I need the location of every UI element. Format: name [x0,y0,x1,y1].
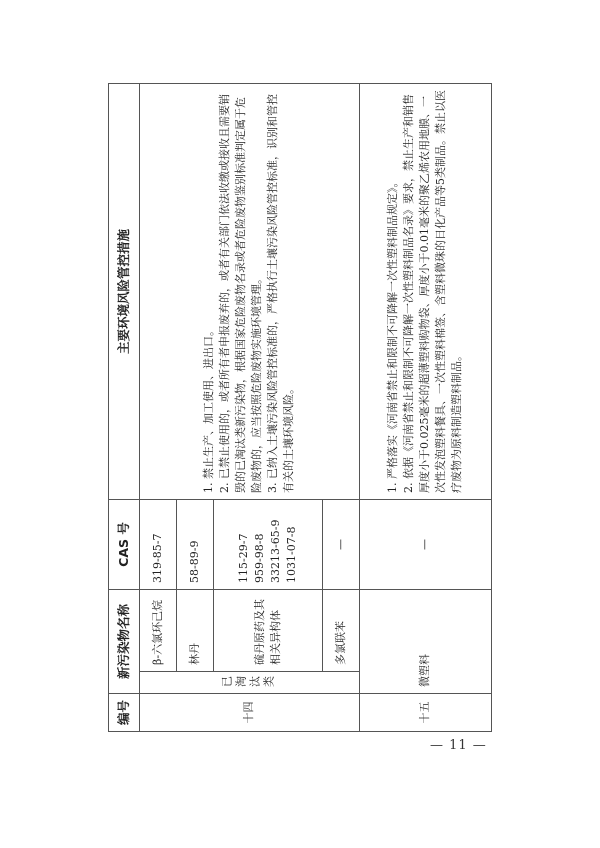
group14-name-1: β-六氯环己烷 [140,589,177,671]
group15-number: 十五 [359,694,491,732]
group14-name-2: 林丹 [177,589,214,671]
header-number: 编号 [109,694,140,732]
group14-cas-3 [214,499,322,589]
header-name: 新污染物名称 [109,589,140,693]
cas-value: 959-98-8 [252,533,266,583]
header-measures: 主要环境风险管控措施 [109,83,140,499]
group15-cas: — [359,499,491,589]
page-number: — 11 — [430,738,487,753]
risk-control-table [108,83,492,732]
group14-name-4: 多氯联苯 [322,589,359,671]
group15-measure-2: 2. 依据《河南省禁止和限制不可降解一次性塑料制品名录》要求，禁止生产和销售厚度小于0.025毫米的超薄塑料购物袋、厚度小于0.01毫米的聚乙烯农用地膜、一次性发泡塑料餐具、一次性塑料棉签、含塑料微珠的日化产品等5类制品。禁止以医疗废物为原料制造塑料制品。 [402,89,464,493]
table-row [140,83,177,731]
header-cas: CAS 号 [109,499,140,589]
group14-number: 十四 [140,694,360,732]
group15-measure-1: 1. 严格落实《河南省禁止和限制不可降解一次性塑料制品规定》。 [386,176,400,493]
rotated-table-container [108,84,492,732]
group14-measures [140,83,360,499]
table-row [359,83,491,731]
group14-measure-3: 3. 已纳入土壤污染风险管控标准的，严格执行土壤污染风险管控标准，识别和管控有关的土壤环境风险。 [266,93,296,493]
group14-cas-2: 58-89-9 [177,499,214,589]
group14-cas-1: 319-85-7 [140,499,177,589]
group14-cas-4: — [322,499,359,589]
group14-measure-2: 2. 已禁止使用的，或者所有者申报废弃的，或者有关部门依法收缴或接收且需要销毁的已淘汰类新污染物，根据国家危险废物名录或者危险废物鉴别标准判定属于危险废物的，应当按照危险废物实施环境管理。 [218,93,264,493]
cas-value: 1031-07-8 [284,526,298,583]
cas-value: 33213-65-9 [268,519,282,583]
group14-name-3: 硫丹原药及其相关异构体 [214,589,322,671]
cas-value: 115-29-7 [236,533,250,583]
group14-measure-1: 1. 禁止生产、加工使用、进出口。 [202,324,216,493]
table-header-row [109,83,140,731]
group15-name: 微塑料 [359,589,491,693]
group14-category: 已淘汰类 [140,672,360,694]
group15-measures [359,83,491,499]
